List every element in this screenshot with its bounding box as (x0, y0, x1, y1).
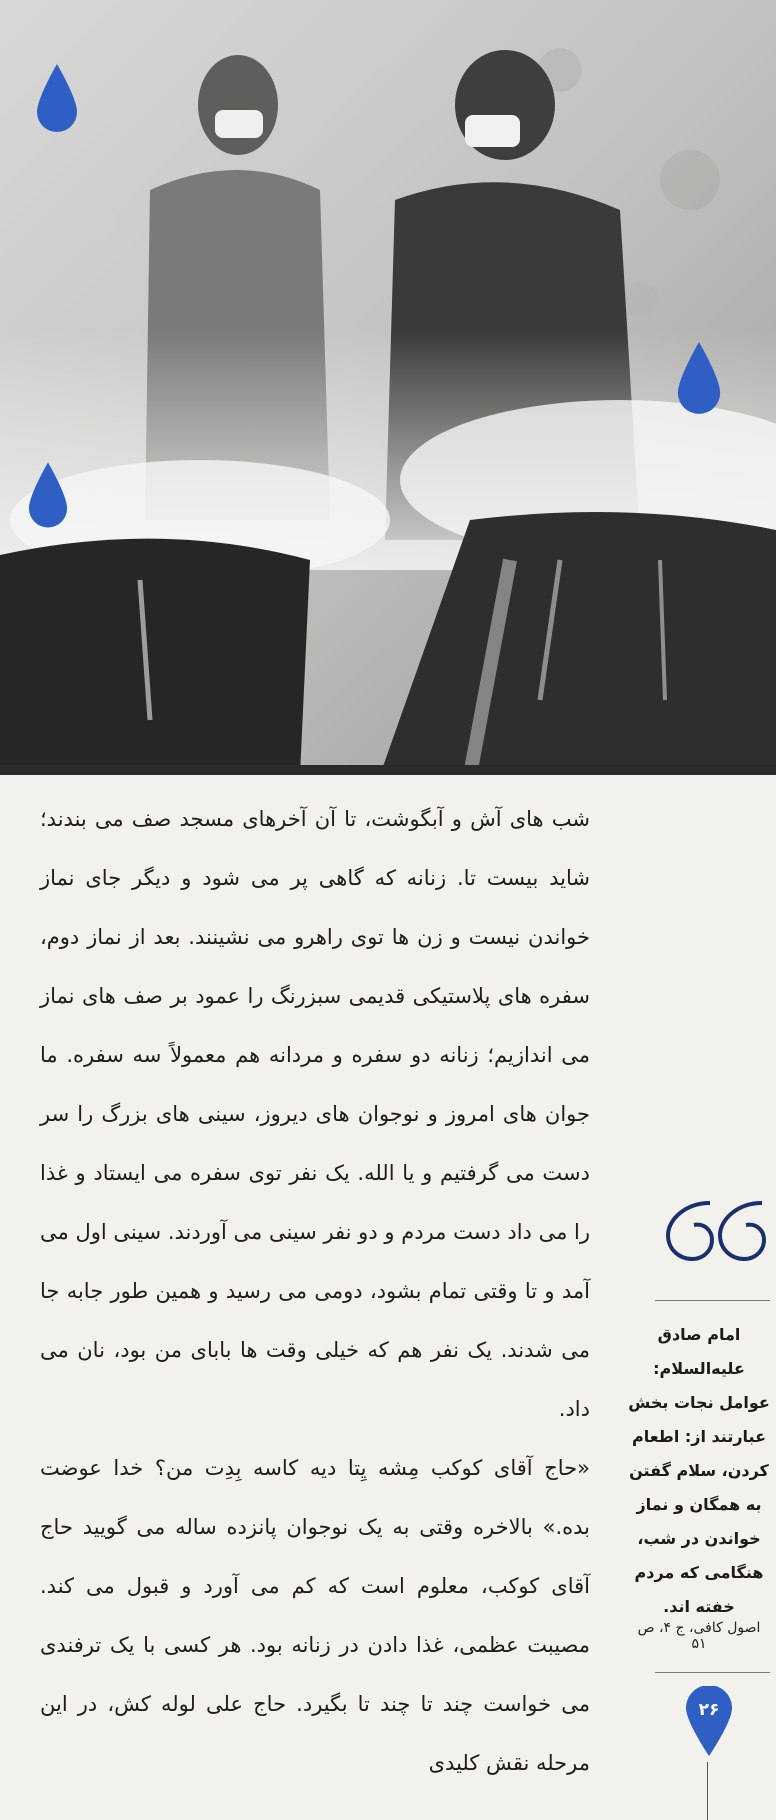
water-drop-icon (684, 1686, 734, 1758)
body-paragraph: شب های آش و آبگوشت، تا آن آخرهای مسجد صف می بندند؛ شاید بیست تا. زنانه که گاهی پر می شود و دیگر جای نماز خواندن نیست و زن ها توی راهرو می نشینند. بعد از نماز دوم، سفره های پلاستیکی قدیمی سبزرنگ را عمود بر صف های نماز می اندازیم؛ زنانه دو سفره و مردانه هم معمولاً سه سفره. ما جوان های امروز و نوجوان های دیروز، سینی های بزرگ را سر دست می گرفتیم و یا الله. یک نفر توی سفره می ایستاد و غذا را می داد دست مردم و دو نفر سینی می آوردند. سینی اول می آمد و تا وقتی تمام بشود، دومی می رسید و همین طور جابه جا می شدند. یک نفر هم که خیلی وقت ها بابای من بود، نان می داد. (40, 807, 590, 1421)
sidebar-source: اصول کافی، ج ۴، ص ۵۱ (637, 1620, 761, 1652)
vertical-line (707, 1762, 708, 1820)
water-drop-icon (675, 340, 723, 416)
divider (655, 1300, 770, 1301)
sidebar-quote: امام صادق علیه‌السلام: عوامل نجات بخش عبارتند از: اطعام کردن، سلام گفتن به همگان و نماز خواندن در شب، هنگامی که مردم خفته اند. (628, 1325, 770, 1616)
water-drop-icon (27, 460, 69, 530)
body-paragraph: «حاج آقای کوکب مِشه یِتا دیه کاسه بِدِت من؟ خدا عوضت بده.» بالاخره وقتی به یک نوجوان پانزده ساله می گویید حاج آقای کوکب، معلوم است که کم می آورد و قبول می کند. مصیبت عظمی، غذا دادن در زنانه بود. هر کسی با یک ترفندی می خواست چند تا چند تا بگیرد. حاج علی لوله کش، در این مرحله نقش کلیدی (40, 1456, 590, 1775)
page-number-badge (684, 1686, 734, 1758)
page-number: ۲۶ (698, 1700, 720, 1720)
header-photo (0, 0, 776, 775)
article-body (40, 790, 590, 1793)
divider (655, 1672, 770, 1673)
quote-mark-icon (660, 1195, 770, 1265)
water-drop-icon (35, 62, 79, 134)
